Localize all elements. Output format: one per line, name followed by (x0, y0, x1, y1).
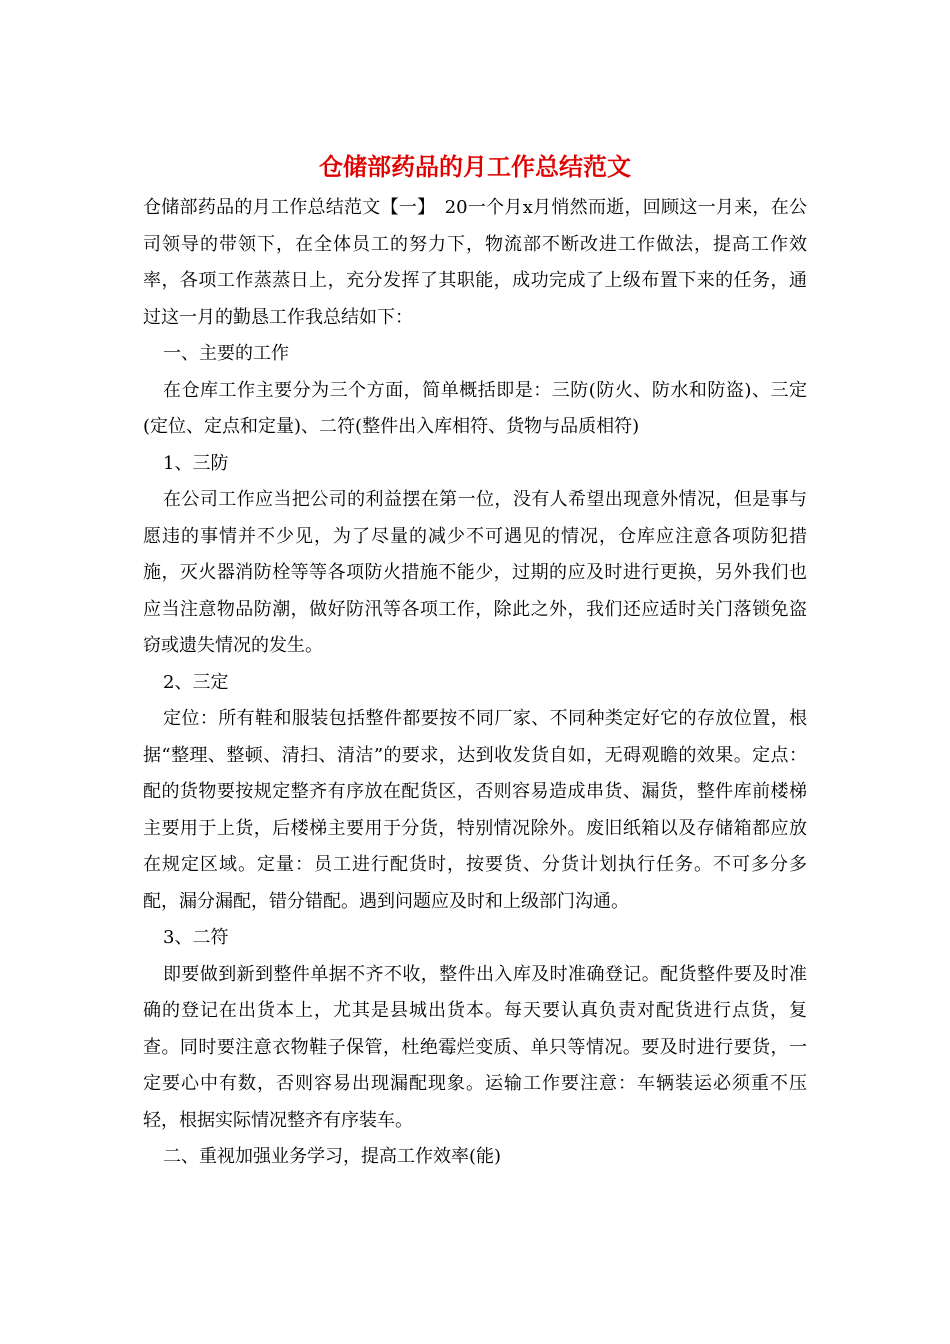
document-body (143, 190, 807, 1176)
subheading-three-fixes: 2、三定 (163, 671, 229, 693)
document-title: 仓储部药品的月工作总结范文 (319, 152, 631, 181)
paragraph-three-preventions: 在公司工作应当把公司的利益摆在第一位，没有人希望出现意外情况，但是事与愿违的事情并不少见，为了尽量的减少不可遇见的情况，仓库应注意各项防犯措施，灭火器消防栓等等各项防火措施不能少，过期的应及时进行更换，另外我们也应当注意物品防潮，做好防汛等各项工作，除此之外，我们还应适时关门落锁免盗窃或遗失情况的发生。 (143, 489, 807, 656)
intro-paragraph: 仓储部药品的月工作总结范文【一】 20一个月x月悄然而逝，回顾这一月来，在公司领导的带领下，在全体员工的努力下，物流部不断改进工作做法，提高工作效率，各项工作蒸蒸日上，充分发挥了其职能，成功完成了上级布置下来的任务，通过这一月的勤恳工作我总结如下： (143, 197, 807, 328)
subheading-three-preventions: 1、三防 (163, 452, 229, 474)
section-heading-main-work: 一、主要的工作 (163, 343, 289, 364)
section-heading-study: 二、重视加强业务学习，提高工作效率(能) (163, 1146, 502, 1167)
paragraph-two-matches: 即要做到新到整件单据不齐不收，整件出入库及时准确登记。配货整件要及时准确的登记在出货本上，尤其是县城出货本。每天要认真负责对配货进行点货，复查。同时要注意衣物鞋子保管，杜绝霉烂变质、单只等情况。要及时进行要货，一定要心中有数，否则容易出现漏配现象。运输工作要注意：车辆装运必须重不压轻，根据实际情况整齐有序装车。 (143, 963, 807, 1131)
subheading-two-matches: 3、二符 (163, 927, 229, 948)
paragraph-warehouse-overview: 在仓库工作主要分为三个方面，简单概括即是：三防(防火、防水和防盗)、三定(定位、定点和定量)、二符(整件出入库相符、货物与品质相符) (143, 379, 807, 437)
paragraph-three-fixes: 定位：所有鞋和服装包括整件都要按不同厂家、不同种类定好它的存放位置，根据“整理、整顿、清扫、清洁”的要求，达到收发货自如，无碍观瞻的效果。定点：配的货物要按规定整齐有序放在配货区，否则容易造成串货、漏货，整件库前楼梯主要用于上货，后楼梯主要用于分货，特别情况除外。废旧纸箱以及存储箱都应放在规定区域。定量：员工进行配货时，按要货、分货计划执行任务。不可多分多配，漏分漏配，错分错配。遇到问题应及时和上级部门沟通。 (143, 708, 807, 912)
